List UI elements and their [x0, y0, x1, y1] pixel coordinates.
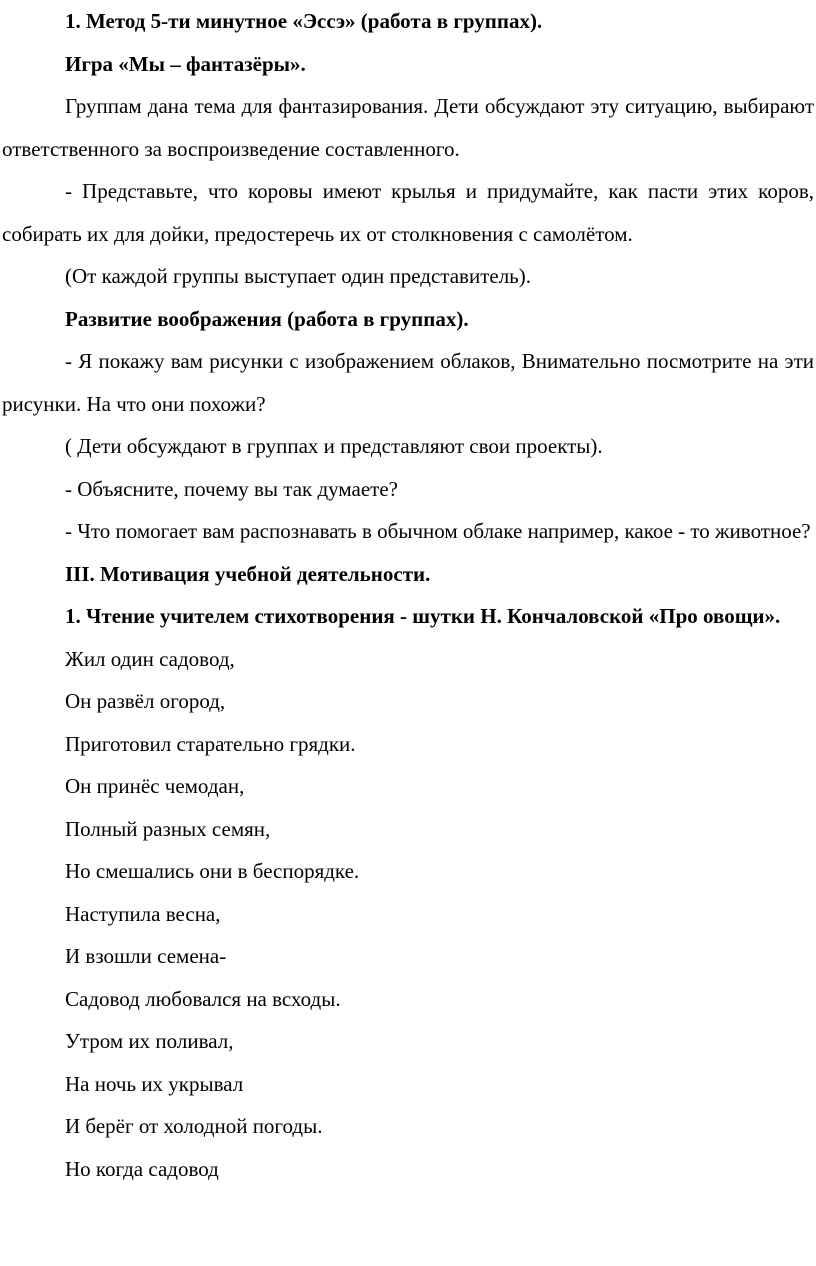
clouds-note-paragraph: ( Дети обсуждают в группах и представляют свои проекты). [65, 434, 603, 458]
motivation-heading: III. Мотивация учебной деятельности. [65, 561, 431, 586]
poem-line: Он принёс чемодан, [65, 774, 245, 798]
poem-line: Но когда садовод [65, 1156, 219, 1181]
poem-line: И взошли семена- [65, 944, 227, 968]
poem-heading: 1. Чтение учителем стихотворения - шутки Н. Кончаловской «Про овощи». [65, 604, 781, 628]
clouds-task-paragraph: - Я покажу вам рисунки с изображением облаков, Внимательно посмотрите на эти рисунки. На что они похожи? [2, 349, 814, 416]
explain-question-paragraph: - Объясните, почему вы так думаете? [65, 476, 398, 501]
game-task-paragraph: - Представьте, что коровы имеют крылья и придумайте, как пасти этих коров, собирать их для дойки, предостеречь их от столкновения с самолётом. [2, 179, 814, 246]
game-intro-paragraph: Группам дана тема для фантазирования. Дети обсуждают эту ситуацию, выбирают ответственного за воспроизведение составленного. [2, 94, 814, 161]
game-heading: Игра «Мы – фантазёры». [65, 51, 306, 76]
poem-line: На ночь их укрывал [65, 1071, 244, 1096]
poem-line: Полный разных семян, [65, 816, 271, 841]
poem-line: Жил один садовод, [65, 646, 235, 671]
poem-line: Он развёл огород, [65, 689, 226, 713]
poem-line: Но смешались они в беспорядке. [65, 859, 360, 883]
method-heading: 1. Метод 5-ти минутное «Эссэ» (работа в группах). [65, 9, 543, 33]
poem-line: Утром их поливал, [65, 1029, 234, 1053]
poem-line: Садовод любовался на всходы. [65, 986, 341, 1011]
poem-line: Приготовил старательно грядки. [65, 731, 356, 756]
poem-line: Наступила весна, [65, 901, 221, 926]
recognize-question-paragraph: - Что помогает вам распознавать в обычном облаке например, какое - то животное? [65, 519, 811, 543]
poem [0, 638, 816, 1191]
poem-line: И берёг от холодной погоды. [65, 1114, 323, 1138]
game-note-paragraph: (От каждой группы выступает один представитель). [65, 264, 531, 288]
imagination-heading: Развитие воображения (работа в группах). [65, 306, 469, 331]
